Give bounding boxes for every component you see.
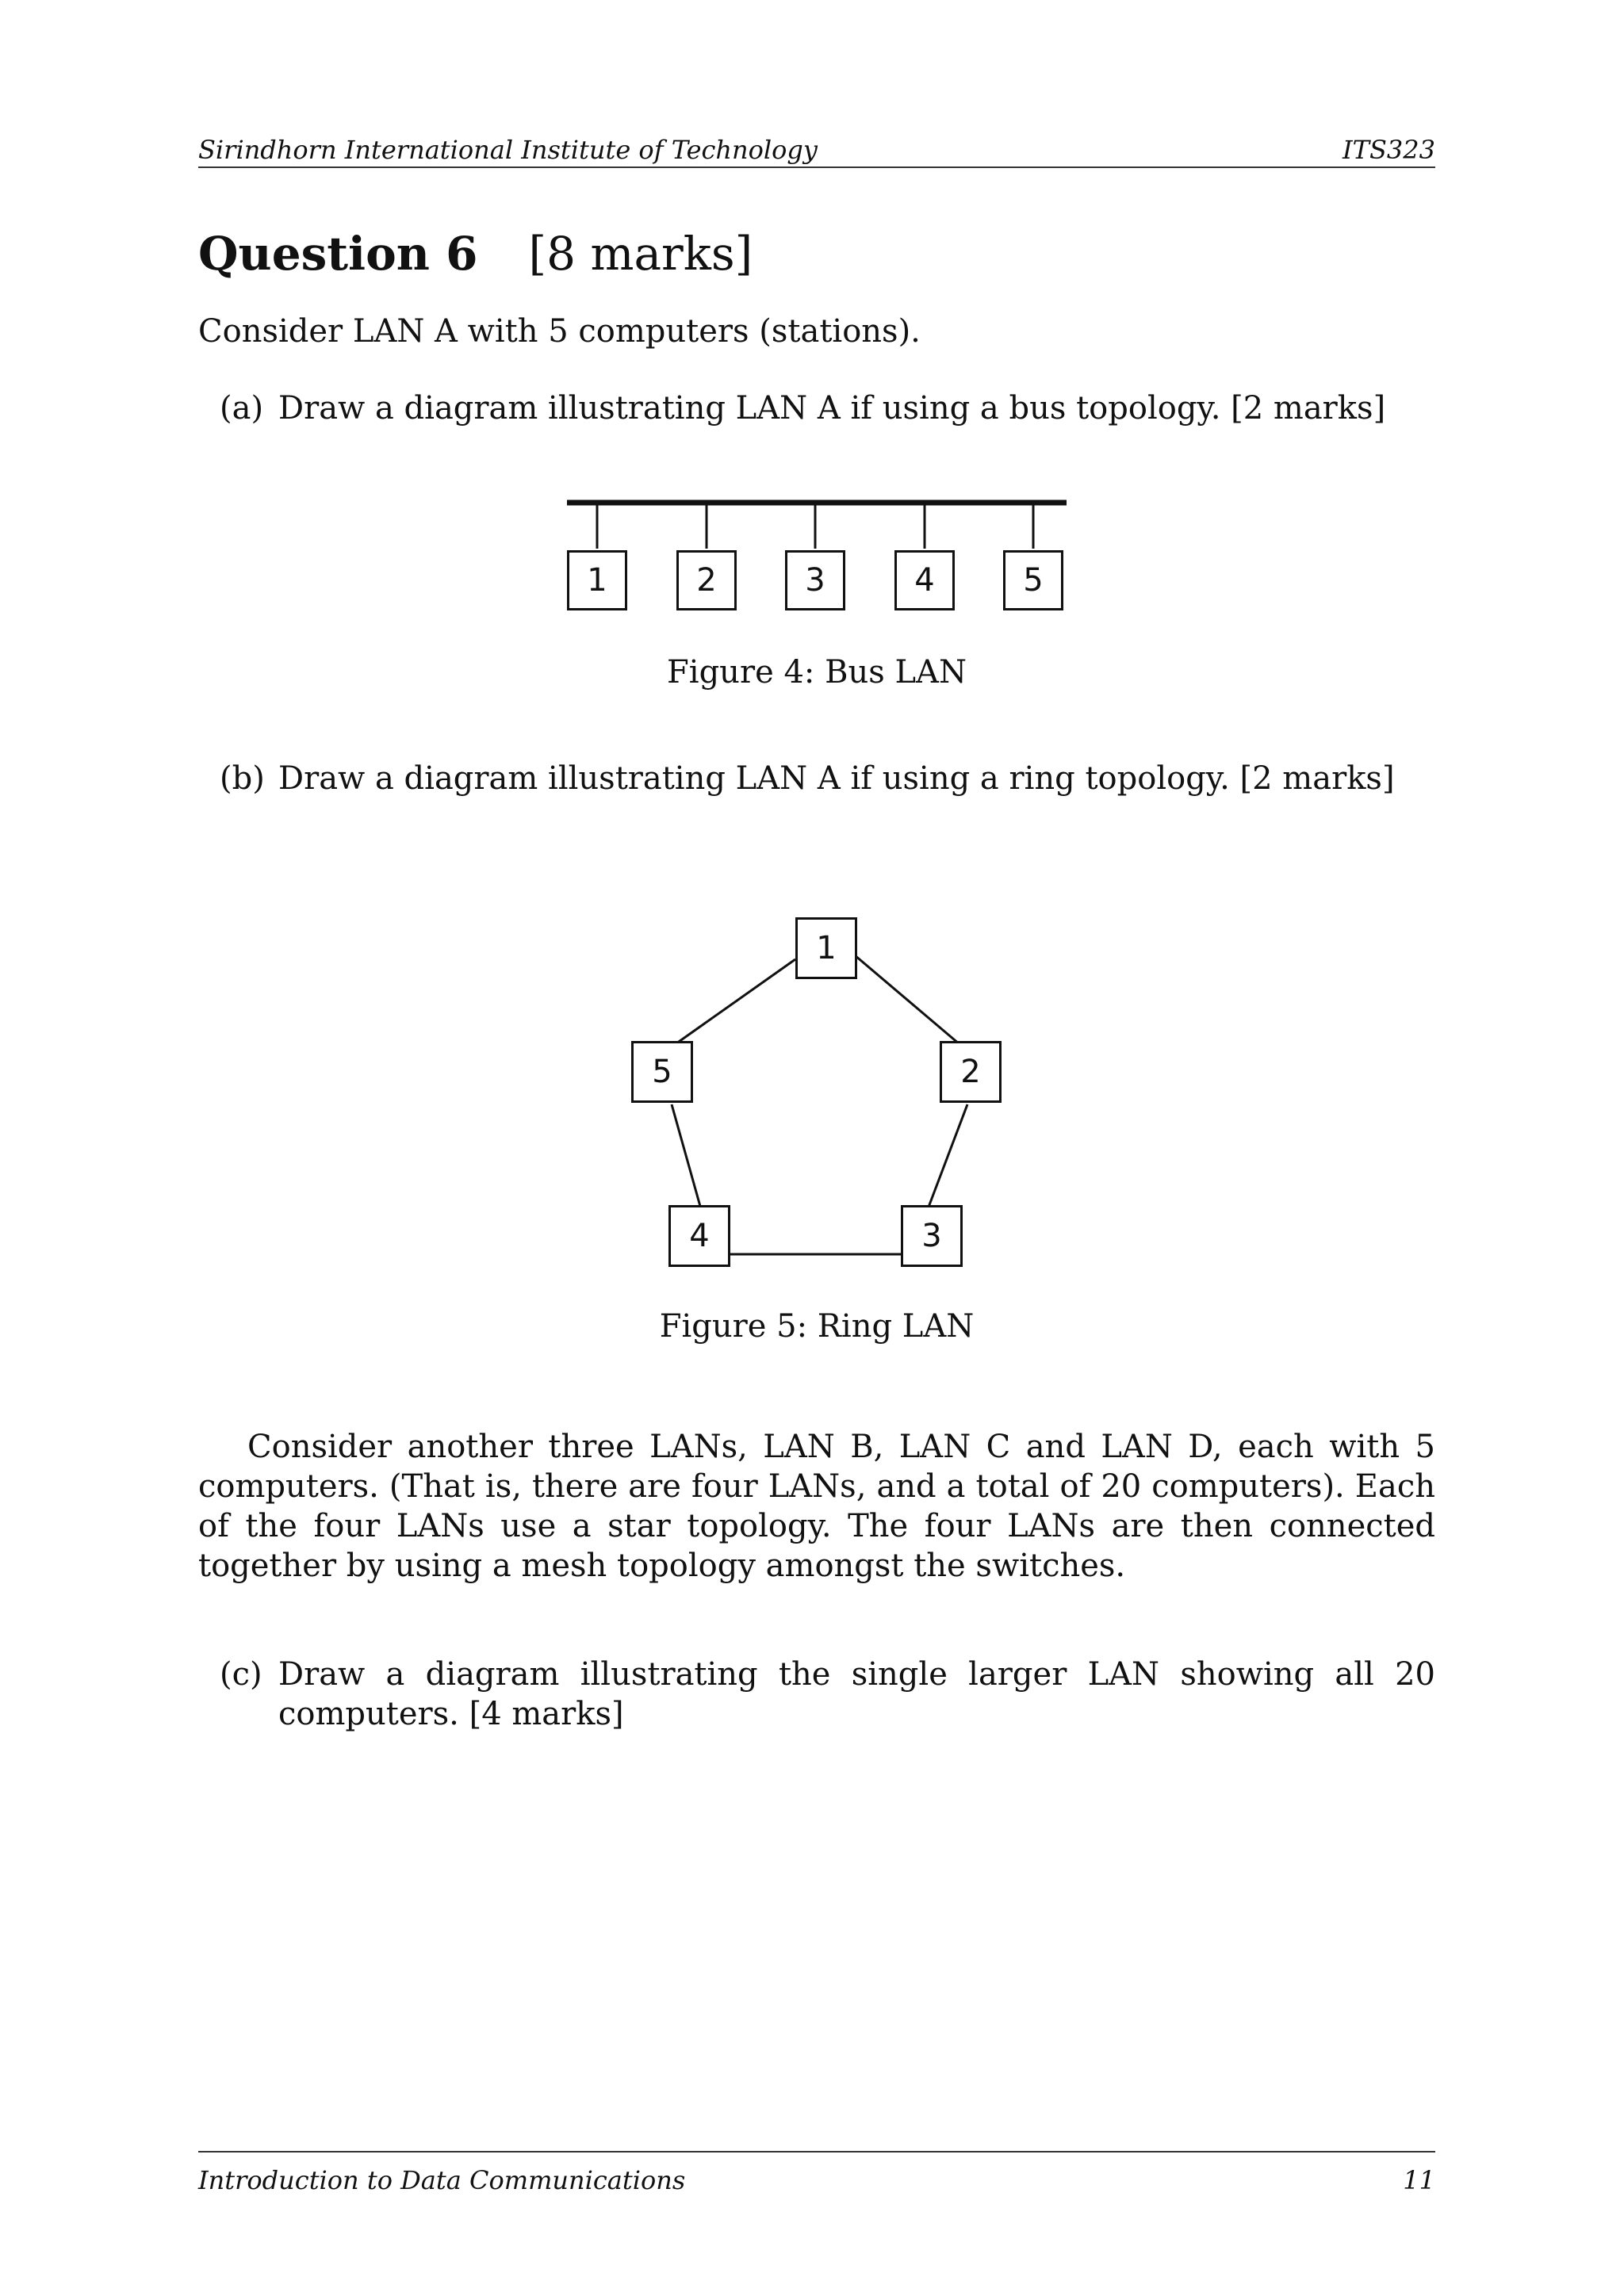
ring-node-4: 4 xyxy=(668,1205,730,1267)
bus-node-1: 1 xyxy=(567,550,627,610)
header-course-code: ITS323 xyxy=(1342,135,1435,165)
part-c-text: Draw a diagram illustrating the single larger LAN showing all 20 computers. [4 marks] xyxy=(278,1656,1435,1732)
part-c xyxy=(220,1655,1435,1734)
part-b-label: (b) xyxy=(220,760,265,797)
figure-4-caption: Figure 4: Bus LAN xyxy=(667,654,967,691)
ring-node-1: 1 xyxy=(795,917,857,979)
page-footer xyxy=(198,2151,1435,2195)
part-a-label: (a) xyxy=(220,390,264,427)
figure-5-caption: Figure 5: Ring LAN xyxy=(659,1308,975,1345)
ring-link-5-4 xyxy=(672,1104,701,1209)
ring-node-2: 2 xyxy=(940,1041,1002,1103)
question-title: Question 6 xyxy=(198,227,478,281)
header-institution: Sirindhorn International Institute of Technology xyxy=(198,135,818,165)
ring-node-3: 3 xyxy=(901,1205,963,1267)
bus-node-5: 5 xyxy=(1003,550,1063,610)
question-marks: [8 marks] xyxy=(528,227,753,281)
ring-node-5: 5 xyxy=(631,1041,693,1103)
ring-link-2-3 xyxy=(928,1104,967,1209)
bus-node-3: 3 xyxy=(785,550,845,610)
part-b xyxy=(220,759,1435,798)
part-b-text: Draw a diagram illustrating LAN A if using a ring topology. [2 marks] xyxy=(278,760,1395,797)
part-a-text: Draw a diagram illustrating LAN A if using a bus topology. [2 marks] xyxy=(278,390,1386,427)
part-c-label: (c) xyxy=(220,1656,262,1693)
bus-node-2: 2 xyxy=(676,550,737,610)
ring-link-1-2 xyxy=(855,955,959,1044)
context-paragraph xyxy=(198,1427,1435,1586)
footer-course-title: Introduction to Data Communications xyxy=(198,2165,686,2195)
context-paragraph-text: Consider another three LANs, LAN B, LAN C and LAN D, each with 5 computers. (That is, there are four LANs, and a total of 20 computers). Each of the four LANs use a star topology. The four LANs are then connected together by using a mesh topology amongst the switches. xyxy=(198,1429,1435,1584)
question-intro: Consider LAN A with 5 computers (stations). xyxy=(198,313,921,350)
ring-link-1-5 xyxy=(671,959,795,1047)
bus-node-4: 4 xyxy=(894,550,955,610)
footer-page-number: 11 xyxy=(1403,2165,1435,2195)
